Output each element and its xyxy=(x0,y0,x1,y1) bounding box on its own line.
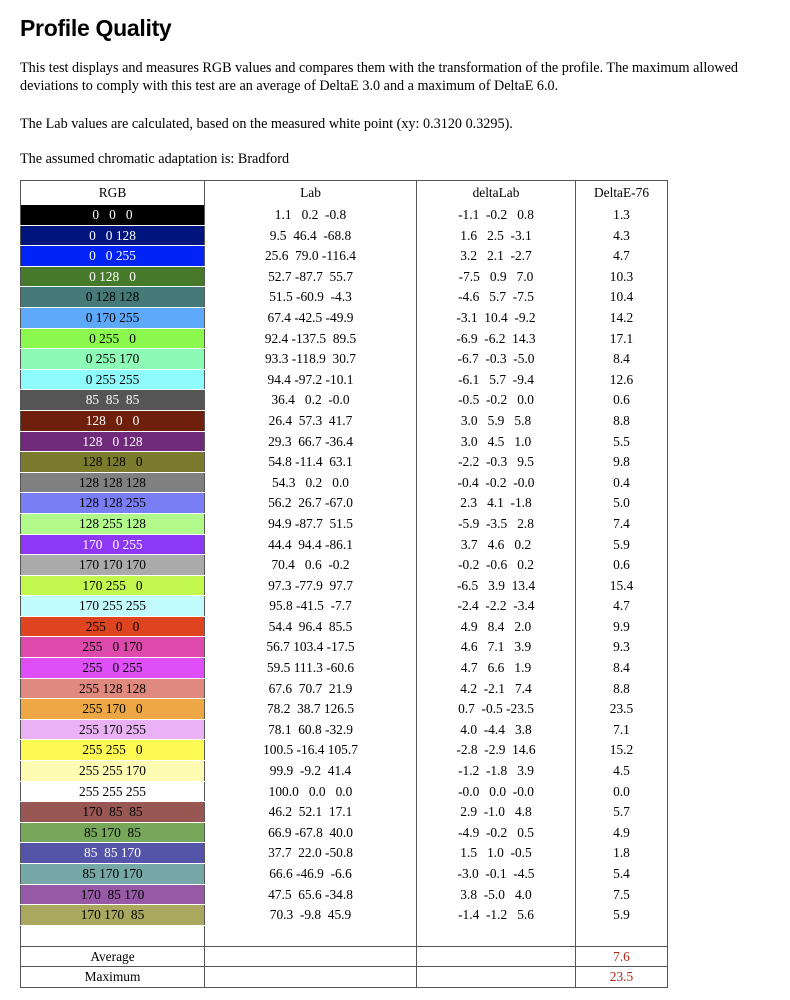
rgb-cell: 0 255 170 xyxy=(21,349,205,370)
deltalab-cell: 4.2 -2.1 7.4 xyxy=(417,678,576,699)
rgb-cell: 0 128 128 xyxy=(21,287,205,308)
deltalab-cell: -0.0 0.0 -0.0 xyxy=(417,781,576,802)
lab-cell: 26.4 57.3 41.7 xyxy=(205,410,417,431)
deltalab-cell: 4.6 7.1 3.9 xyxy=(417,637,576,658)
deltae-cell: 12.6 xyxy=(576,369,668,390)
deltalab-cell: -1.1 -0.2 0.8 xyxy=(417,205,576,225)
deltalab-cell: -0.5 -0.2 0.0 xyxy=(417,390,576,411)
table-row xyxy=(21,884,668,905)
table-row xyxy=(21,678,668,699)
lab-cell: 54.3 0.2 0.0 xyxy=(205,472,417,493)
rgb-cell: 128 128 0 xyxy=(21,452,205,473)
deltae-cell: 8.4 xyxy=(576,658,668,679)
header-row xyxy=(21,181,668,206)
lab-cell: 46.2 52.1 17.1 xyxy=(205,802,417,823)
deltae-cell: 8.4 xyxy=(576,349,668,370)
lab-cell: 94.9 -87.7 51.5 xyxy=(205,513,417,534)
summary-row xyxy=(21,967,668,988)
rgb-cell: 255 170 0 xyxy=(21,699,205,720)
rgb-cell: 85 170 170 xyxy=(21,864,205,885)
table-row xyxy=(21,246,668,267)
deltalab-cell: -6.7 -0.3 -5.0 xyxy=(417,349,576,370)
table-row xyxy=(21,513,668,534)
header-deltalab: deltaLab xyxy=(417,181,576,206)
deltalab-cell: -6.1 5.7 -9.4 xyxy=(417,369,576,390)
empty-cell xyxy=(417,925,576,946)
deltalab-cell: 4.9 8.4 2.0 xyxy=(417,616,576,637)
table-row xyxy=(21,658,668,679)
deltae-cell: 7.1 xyxy=(576,719,668,740)
deltae-cell: 5.9 xyxy=(576,905,668,926)
rgb-cell: 255 0 0 xyxy=(21,616,205,637)
deltae-cell: 4.3 xyxy=(576,225,668,246)
rgb-cell: 255 128 128 xyxy=(21,678,205,699)
deltae-cell: 7.4 xyxy=(576,513,668,534)
deltae-cell: 5.5 xyxy=(576,431,668,452)
table-row xyxy=(21,534,668,555)
page-title: Profile Quality xyxy=(20,15,172,41)
table-row xyxy=(21,719,668,740)
table-row xyxy=(21,431,668,452)
rgb-cell: 0 128 0 xyxy=(21,266,205,287)
intro-paragraph: This test displays and measures RGB values and compares them with the transformation of the profile. The maximum allowed deviations to comply with this test are an average of DeltaE 3.0 and a maximum of DeltaE 6.0. xyxy=(20,60,739,94)
lab-cell: 9.5 46.4 -68.8 xyxy=(205,225,417,246)
deltae-cell: 7.5 xyxy=(576,884,668,905)
deltalab-cell: -3.0 -0.1 -4.5 xyxy=(417,864,576,885)
lab-cell: 100.5 -16.4 105.7 xyxy=(205,740,417,761)
lab-cell: 78.1 60.8 -32.9 xyxy=(205,719,417,740)
lab-cell: 66.9 -67.8 40.0 xyxy=(205,822,417,843)
empty-cell xyxy=(417,946,576,967)
table-row xyxy=(21,369,668,390)
deltalab-cell: 3.8 -5.0 4.0 xyxy=(417,884,576,905)
lab-cell: 93.3 -118.9 30.7 xyxy=(205,349,417,370)
deltalab-cell: 3.2 2.1 -2.7 xyxy=(417,246,576,267)
lab-cell: 44.4 94.4 -86.1 xyxy=(205,534,417,555)
rgb-cell: 0 0 255 xyxy=(21,246,205,267)
table-row xyxy=(21,225,668,246)
deltae-cell: 10.3 xyxy=(576,266,668,287)
deltae-cell: 5.7 xyxy=(576,802,668,823)
table-row xyxy=(21,575,668,596)
table-row xyxy=(21,328,668,349)
table-row xyxy=(21,822,668,843)
rgb-cell: 128 128 255 xyxy=(21,493,205,514)
lab-cell: 94.4 -97.2 -10.1 xyxy=(205,369,417,390)
table-row xyxy=(21,596,668,617)
table-row xyxy=(21,205,668,225)
table-row xyxy=(21,761,668,782)
rgb-cell: 85 85 85 xyxy=(21,390,205,411)
lab-cell: 100.0 0.0 0.0 xyxy=(205,781,417,802)
lab-cell: 56.7 103.4 -17.5 xyxy=(205,637,417,658)
rgb-cell: 128 128 128 xyxy=(21,472,205,493)
rgb-cell: 170 85 170 xyxy=(21,884,205,905)
deltae-cell: 9.8 xyxy=(576,452,668,473)
deltalab-cell: -4.6 5.7 -7.5 xyxy=(417,287,576,308)
deltalab-cell: 3.0 5.9 5.8 xyxy=(417,410,576,431)
deltae-cell: 5.9 xyxy=(576,534,668,555)
summary-value: 23.5 xyxy=(576,967,668,988)
deltae-cell: 4.7 xyxy=(576,246,668,267)
rgb-cell: 128 0 0 xyxy=(21,410,205,431)
summary-row xyxy=(21,946,668,967)
deltae-cell: 9.9 xyxy=(576,616,668,637)
deltae-cell: 0.0 xyxy=(576,781,668,802)
lab-cell: 1.1 0.2 -0.8 xyxy=(205,205,417,225)
deltalab-cell: 2.3 4.1 -1.8 xyxy=(417,493,576,514)
lab-cell: 37.7 22.0 -50.8 xyxy=(205,843,417,864)
table-row xyxy=(21,287,668,308)
empty-cell xyxy=(205,925,417,946)
deltalab-cell: -6.5 3.9 13.4 xyxy=(417,575,576,596)
table-row xyxy=(21,493,668,514)
lab-cell: 52.7 -87.7 55.7 xyxy=(205,266,417,287)
lab-cell: 54.4 96.4 85.5 xyxy=(205,616,417,637)
deltalab-cell: -1.2 -1.8 3.9 xyxy=(417,761,576,782)
empty-cell xyxy=(21,925,205,946)
deltalab-cell: -6.9 -6.2 14.3 xyxy=(417,328,576,349)
table-row xyxy=(21,781,668,802)
empty-cell xyxy=(205,967,417,988)
rgb-cell: 255 255 0 xyxy=(21,740,205,761)
deltalab-cell: 3.0 4.5 1.0 xyxy=(417,431,576,452)
deltalab-cell: -0.2 -0.6 0.2 xyxy=(417,555,576,576)
rgb-cell: 255 0 170 xyxy=(21,637,205,658)
rgb-cell: 170 255 255 xyxy=(21,596,205,617)
lab-cell: 47.5 65.6 -34.8 xyxy=(205,884,417,905)
deltalab-cell: 1.5 1.0 -0.5 xyxy=(417,843,576,864)
deltalab-cell: -5.9 -3.5 2.8 xyxy=(417,513,576,534)
table-row xyxy=(21,472,668,493)
deltae-cell: 5.4 xyxy=(576,864,668,885)
deltalab-cell: -2.2 -0.3 9.5 xyxy=(417,452,576,473)
results-table xyxy=(20,180,668,988)
table-body xyxy=(21,205,668,987)
deltalab-cell: -0.4 -0.2 -0.0 xyxy=(417,472,576,493)
lab-cell: 36.4 0.2 -0.0 xyxy=(205,390,417,411)
empty-cell xyxy=(205,946,417,967)
rgb-cell: 85 85 170 xyxy=(21,843,205,864)
rgb-cell: 170 170 85 xyxy=(21,905,205,926)
rgb-cell: 170 0 255 xyxy=(21,534,205,555)
deltalab-cell: -2.8 -2.9 14.6 xyxy=(417,740,576,761)
table-row xyxy=(21,307,668,328)
lab-cell: 56.2 26.7 -67.0 xyxy=(205,493,417,514)
table-row xyxy=(21,555,668,576)
deltae-cell: 0.6 xyxy=(576,390,668,411)
table-row xyxy=(21,616,668,637)
lab-cell: 54.8 -11.4 63.1 xyxy=(205,452,417,473)
deltalab-cell: 4.7 6.6 1.9 xyxy=(417,658,576,679)
summary-value: 7.6 xyxy=(576,946,668,967)
deltae-cell: 9.3 xyxy=(576,637,668,658)
lab-cell: 92.4 -137.5 89.5 xyxy=(205,328,417,349)
deltae-cell: 0.6 xyxy=(576,555,668,576)
adaptation-note: The assumed chromatic adaptation is: Bradford xyxy=(20,151,290,167)
rgb-cell: 255 255 170 xyxy=(21,761,205,782)
table-row xyxy=(21,410,668,431)
table-row xyxy=(21,802,668,823)
rgb-cell: 0 255 0 xyxy=(21,328,205,349)
table-row xyxy=(21,390,668,411)
rgb-cell: 85 170 85 xyxy=(21,822,205,843)
deltae-cell: 8.8 xyxy=(576,678,668,699)
rgb-cell: 0 0 0 xyxy=(21,205,205,225)
deltae-cell: 15.4 xyxy=(576,575,668,596)
rgb-cell: 255 170 255 xyxy=(21,719,205,740)
table-row xyxy=(21,266,668,287)
lab-cell: 29.3 66.7 -36.4 xyxy=(205,431,417,452)
rgb-cell: 0 255 255 xyxy=(21,369,205,390)
lab-cell: 70.4 0.6 -0.2 xyxy=(205,555,417,576)
lab-cell: 66.6 -46.9 -6.6 xyxy=(205,864,417,885)
rgb-cell: 170 170 170 xyxy=(21,555,205,576)
header-lab: Lab xyxy=(205,181,417,206)
empty-cell xyxy=(417,967,576,988)
whitepoint-note: The Lab values are calculated, based on the measured white point (xy: 0.3120 0.3295). xyxy=(20,116,513,132)
lab-cell: 67.6 70.7 21.9 xyxy=(205,678,417,699)
rgb-cell: 170 255 0 xyxy=(21,575,205,596)
deltae-cell: 8.8 xyxy=(576,410,668,431)
summary-label: Maximum xyxy=(21,967,205,988)
table-row xyxy=(21,740,668,761)
table-row xyxy=(21,843,668,864)
rgb-cell: 255 0 255 xyxy=(21,658,205,679)
deltae-cell: 1.3 xyxy=(576,205,668,225)
rgb-cell: 0 170 255 xyxy=(21,307,205,328)
lab-cell: 25.6 79.0 -116.4 xyxy=(205,246,417,267)
rgb-cell: 0 0 128 xyxy=(21,225,205,246)
deltae-cell: 10.4 xyxy=(576,287,668,308)
deltae-cell: 4.7 xyxy=(576,596,668,617)
header-rgb: RGB xyxy=(21,181,205,206)
rgb-cell: 255 255 255 xyxy=(21,781,205,802)
header-deltae: DeltaE-76 xyxy=(576,181,668,206)
table-row xyxy=(21,905,668,926)
deltalab-cell: -4.9 -0.2 0.5 xyxy=(417,822,576,843)
deltalab-cell: 0.7 -0.5 -23.5 xyxy=(417,699,576,720)
lab-cell: 59.5 111.3 -60.6 xyxy=(205,658,417,679)
lab-cell: 95.8 -41.5 -7.7 xyxy=(205,596,417,617)
lab-cell: 99.9 -9.2 41.4 xyxy=(205,761,417,782)
empty-cell xyxy=(576,925,668,946)
deltae-cell: 14.2 xyxy=(576,307,668,328)
deltalab-cell: -3.1 10.4 -9.2 xyxy=(417,307,576,328)
deltae-cell: 0.4 xyxy=(576,472,668,493)
table-row xyxy=(21,864,668,885)
spacer-row xyxy=(21,925,668,946)
table-row xyxy=(21,699,668,720)
rgb-cell: 128 0 128 xyxy=(21,431,205,452)
table-row xyxy=(21,452,668,473)
deltae-cell: 4.5 xyxy=(576,761,668,782)
deltalab-cell: 4.0 -4.4 3.8 xyxy=(417,719,576,740)
deltalab-cell: -2.4 -2.2 -3.4 xyxy=(417,596,576,617)
lab-cell: 51.5 -60.9 -4.3 xyxy=(205,287,417,308)
deltae-cell: 4.9 xyxy=(576,822,668,843)
deltalab-cell: 2.9 -1.0 4.8 xyxy=(417,802,576,823)
deltae-cell: 5.0 xyxy=(576,493,668,514)
lab-cell: 67.4 -42.5 -49.9 xyxy=(205,307,417,328)
lab-cell: 70.3 -9.8 45.9 xyxy=(205,905,417,926)
rgb-cell: 128 255 128 xyxy=(21,513,205,534)
deltae-cell: 17.1 xyxy=(576,328,668,349)
deltalab-cell: -7.5 0.9 7.0 xyxy=(417,266,576,287)
deltalab-cell: -1.4 -1.2 5.6 xyxy=(417,905,576,926)
table-row xyxy=(21,349,668,370)
deltae-cell: 15.2 xyxy=(576,740,668,761)
rgb-cell: 170 85 85 xyxy=(21,802,205,823)
table-row xyxy=(21,637,668,658)
deltae-cell: 1.8 xyxy=(576,843,668,864)
summary-label: Average xyxy=(21,946,205,967)
lab-cell: 97.3 -77.9 97.7 xyxy=(205,575,417,596)
deltae-cell: 23.5 xyxy=(576,699,668,720)
deltalab-cell: 3.7 4.6 0.2 xyxy=(417,534,576,555)
lab-cell: 78.2 38.7 126.5 xyxy=(205,699,417,720)
deltalab-cell: 1.6 2.5 -3.1 xyxy=(417,225,576,246)
